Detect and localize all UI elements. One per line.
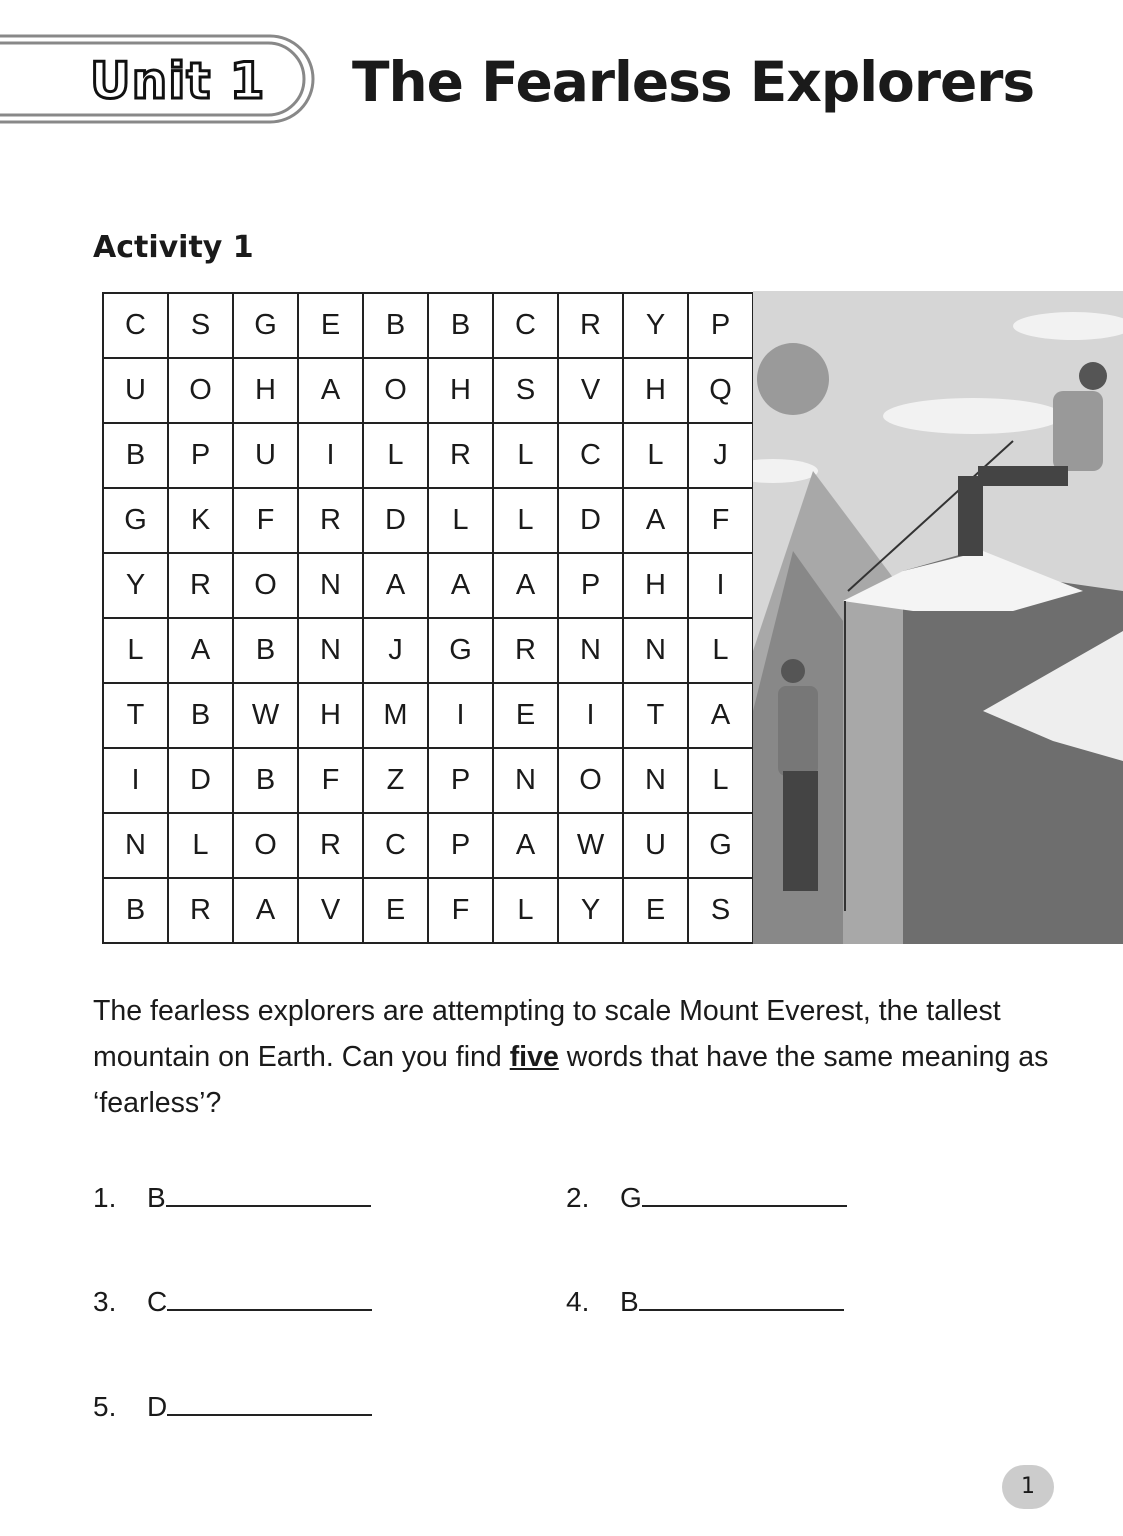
grid-cell[interactable]: F <box>233 488 298 553</box>
grid-cell[interactable]: G <box>233 293 298 358</box>
grid-cell[interactable]: R <box>168 553 233 618</box>
grid-cell[interactable]: B <box>363 293 428 358</box>
grid-cell[interactable]: L <box>493 423 558 488</box>
grid-cell[interactable]: V <box>298 878 363 943</box>
grid-cell[interactable]: B <box>103 878 168 943</box>
answer-blank[interactable] <box>639 1308 844 1311</box>
grid-row <box>103 553 753 618</box>
grid-cell[interactable]: J <box>688 423 753 488</box>
grid-cell[interactable]: N <box>298 553 363 618</box>
grid-cell[interactable]: F <box>298 748 363 813</box>
instructions-part1: The fearless explorers are attempting to scale Mount Everest, the tallest mountain on Earth. Can you find <box>93 995 1001 1073</box>
page-title: The Fearless Explorers <box>352 50 1035 114</box>
grid-cell[interactable]: P <box>428 813 493 878</box>
instructions-part2: words that have the same meaning as ‘fearless’? <box>93 1041 1049 1119</box>
grid-cell[interactable]: W <box>233 683 298 748</box>
answer-number: 3. <box>93 1286 117 1317</box>
grid-row <box>103 488 753 553</box>
grid-cell[interactable]: U <box>233 423 298 488</box>
grid-cell[interactable]: L <box>623 423 688 488</box>
grid-cell[interactable]: V <box>558 358 623 423</box>
grid-cell[interactable]: B <box>428 293 493 358</box>
grid-cell[interactable]: N <box>558 618 623 683</box>
grid-cell[interactable]: Y <box>103 553 168 618</box>
grid-cell[interactable]: B <box>233 748 298 813</box>
grid-cell[interactable]: R <box>428 423 493 488</box>
grid-cell[interactable]: G <box>428 618 493 683</box>
answer-1 <box>93 1182 371 1214</box>
grid-cell[interactable]: A <box>688 683 753 748</box>
grid-cell[interactable]: E <box>493 683 558 748</box>
grid-cell[interactable]: D <box>363 488 428 553</box>
grid-cell[interactable]: R <box>298 813 363 878</box>
grid-cell[interactable]: M <box>363 683 428 748</box>
grid-cell[interactable]: O <box>168 358 233 423</box>
grid-cell[interactable]: L <box>103 618 168 683</box>
answer-letter: B <box>147 1182 166 1213</box>
grid-cell[interactable]: A <box>428 553 493 618</box>
grid-cell[interactable]: B <box>103 423 168 488</box>
grid-cell[interactable]: Q <box>688 358 753 423</box>
grid-cell[interactable]: H <box>623 553 688 618</box>
grid-cell[interactable]: C <box>363 813 428 878</box>
answer-blank[interactable] <box>166 1204 371 1207</box>
grid-cell[interactable]: N <box>298 618 363 683</box>
grid-cell[interactable]: I <box>428 683 493 748</box>
grid-cell[interactable]: R <box>493 618 558 683</box>
answer-5 <box>93 1391 372 1423</box>
grid-cell[interactable]: L <box>688 748 753 813</box>
activity-heading: Activity 1 <box>93 230 254 265</box>
grid-cell[interactable]: I <box>298 423 363 488</box>
grid-cell[interactable]: G <box>688 813 753 878</box>
grid-cell[interactable]: K <box>168 488 233 553</box>
grid-cell[interactable]: L <box>168 813 233 878</box>
answer-letter: G <box>620 1182 642 1213</box>
grid-cell[interactable]: C <box>493 293 558 358</box>
grid-cell[interactable]: R <box>558 293 623 358</box>
grid-cell[interactable]: R <box>168 878 233 943</box>
answer-number: 5. <box>93 1391 117 1422</box>
grid-cell[interactable]: D <box>168 748 233 813</box>
grid-cell[interactable]: S <box>493 358 558 423</box>
grid-cell[interactable]: H <box>623 358 688 423</box>
grid-cell[interactable]: P <box>428 748 493 813</box>
grid-cell[interactable]: D <box>558 488 623 553</box>
grid-cell[interactable]: A <box>233 878 298 943</box>
grid-row <box>103 813 753 878</box>
grid-cell[interactable]: C <box>103 293 168 358</box>
answer-blank[interactable] <box>642 1204 847 1207</box>
grid-row <box>103 683 753 748</box>
grid-cell[interactable]: U <box>103 358 168 423</box>
grid-row <box>103 293 753 358</box>
grid-cell[interactable]: J <box>363 618 428 683</box>
grid-cell[interactable]: Z <box>363 748 428 813</box>
grid-cell[interactable]: S <box>168 293 233 358</box>
grid-cell[interactable]: A <box>493 553 558 618</box>
grid-row <box>103 878 753 943</box>
grid-cell[interactable]: N <box>623 618 688 683</box>
unit-label: Unit 1 <box>90 52 266 110</box>
grid-cell[interactable]: P <box>168 423 233 488</box>
grid-row <box>103 748 753 813</box>
answer-3 <box>93 1286 372 1318</box>
grid-cell[interactable]: I <box>103 748 168 813</box>
answer-blank[interactable] <box>167 1308 372 1311</box>
grid-cell[interactable]: B <box>168 683 233 748</box>
grid-cell[interactable]: T <box>103 683 168 748</box>
grid-cell[interactable]: H <box>428 358 493 423</box>
grid-cell[interactable]: E <box>623 878 688 943</box>
grid-cell[interactable]: L <box>493 878 558 943</box>
grid-cell[interactable]: O <box>363 358 428 423</box>
grid-cell[interactable]: R <box>298 488 363 553</box>
grid-cell[interactable]: S <box>688 878 753 943</box>
mountain-climbers-illustration <box>753 291 1123 944</box>
grid-cell[interactable]: I <box>688 553 753 618</box>
instructions-emphasis: five <box>509 1041 559 1073</box>
grid-cell[interactable]: H <box>298 683 363 748</box>
grid-cell[interactable]: A <box>168 618 233 683</box>
grid-cell[interactable]: L <box>363 423 428 488</box>
grid-cell[interactable]: W <box>558 813 623 878</box>
grid-cell[interactable]: A <box>298 358 363 423</box>
instructions-text <box>93 988 1053 1126</box>
word-search-grid <box>102 292 754 944</box>
grid-cell[interactable]: H <box>233 358 298 423</box>
grid-cell[interactable]: G <box>103 488 168 553</box>
grid-cell[interactable]: F <box>688 488 753 553</box>
grid-row <box>103 358 753 423</box>
answer-letter: C <box>147 1286 168 1317</box>
grid-cell[interactable]: C <box>558 423 623 488</box>
page-number: 1 <box>1002 1465 1054 1509</box>
grid-cell[interactable]: L <box>493 488 558 553</box>
answer-number: 1. <box>93 1182 117 1213</box>
grid-cell[interactable]: T <box>623 683 688 748</box>
answer-number: 2. <box>566 1182 590 1213</box>
grid-cell[interactable]: B <box>233 618 298 683</box>
grid-row <box>103 618 753 683</box>
grid-cell[interactable]: A <box>623 488 688 553</box>
answer-4 <box>566 1286 844 1318</box>
grid-cell[interactable]: L <box>428 488 493 553</box>
grid-cell[interactable]: O <box>558 748 623 813</box>
grid-cell[interactable]: Y <box>558 878 623 943</box>
grid-cell[interactable]: N <box>623 748 688 813</box>
grid-cell[interactable]: N <box>493 748 558 813</box>
grid-cell[interactable]: O <box>233 553 298 618</box>
answer-letter: B <box>620 1286 639 1317</box>
grid-row <box>103 423 753 488</box>
answer-letter: D <box>147 1391 168 1422</box>
answer-2 <box>566 1182 847 1214</box>
answer-blank[interactable] <box>167 1413 372 1416</box>
grid-cell[interactable]: A <box>493 813 558 878</box>
grid-cell[interactable]: L <box>688 618 753 683</box>
grid-cell[interactable]: A <box>363 553 428 618</box>
grid-cell[interactable]: P <box>688 293 753 358</box>
grid-cell[interactable]: E <box>363 878 428 943</box>
grid-cell[interactable]: N <box>103 813 168 878</box>
grid-cell[interactable]: F <box>428 878 493 943</box>
grid-cell[interactable]: O <box>233 813 298 878</box>
grid-cell[interactable]: Y <box>623 293 688 358</box>
grid-cell[interactable]: I <box>558 683 623 748</box>
answer-number: 4. <box>566 1286 590 1317</box>
grid-cell[interactable]: E <box>298 293 363 358</box>
grid-cell[interactable]: U <box>623 813 688 878</box>
grid-cell[interactable]: P <box>558 553 623 618</box>
